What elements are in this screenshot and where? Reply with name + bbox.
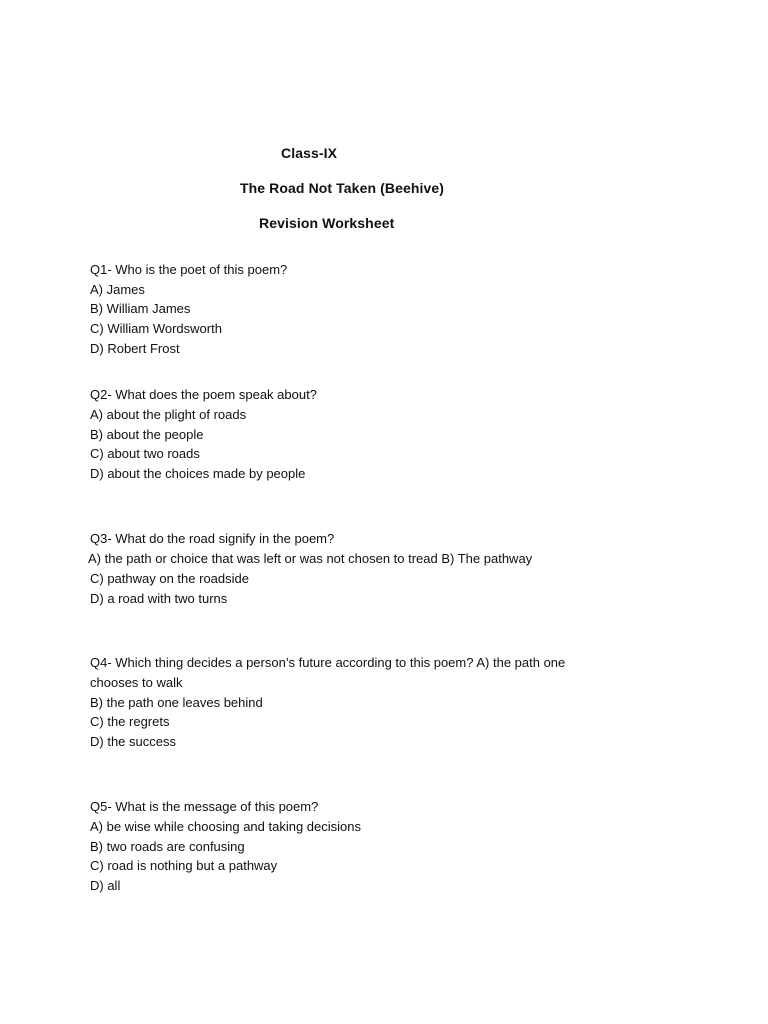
question-2-option-b: B) about the people bbox=[90, 427, 204, 442]
question-1-option-c: C) William Wordsworth bbox=[90, 321, 222, 336]
question-2-option-d: D) about the choices made by people bbox=[90, 466, 306, 481]
question-1-option-a: A) James bbox=[90, 282, 145, 297]
question-3: Q3- What do the road signify in the poem? bbox=[90, 531, 335, 546]
question-1-option-d: D) Robert Frost bbox=[90, 341, 180, 356]
question-5-option-c: C) road is nothing but a pathway bbox=[90, 858, 278, 873]
question-1: Q1- Who is the poet of this poem? bbox=[90, 262, 288, 277]
question-2-option-c: C) about two roads bbox=[90, 446, 200, 461]
question-5-option-d: D) all bbox=[90, 878, 121, 893]
question-2: Q2- What does the poem speak about? bbox=[90, 387, 317, 402]
question-1-option-b: B) William James bbox=[90, 301, 191, 316]
question-3-option-c: C) pathway on the roadside bbox=[90, 571, 249, 586]
question-4-option-a-continued: chooses to walk bbox=[90, 675, 183, 690]
question-4: Q4- Which thing decides a person’s future according to this poem? A) the path one bbox=[90, 655, 566, 670]
question-3-option-d: D) a road with two turns bbox=[90, 591, 228, 606]
question-5-option-b: B) two roads are confusing bbox=[90, 839, 245, 854]
question-4-option-c: C) the regrets bbox=[90, 714, 170, 729]
question-4-option-b: B) the path one leaves behind bbox=[90, 695, 263, 710]
question-5-option-a: A) be wise while choosing and taking decisions bbox=[90, 819, 361, 834]
question-3-option-a-b: A) the path or choice that was left or was not chosen to tread B) The pathway bbox=[88, 551, 533, 566]
worksheet-title: The Road Not Taken (Beehive) bbox=[240, 180, 445, 196]
question-4-option-d: D) the success bbox=[90, 734, 176, 749]
question-2-option-a: A) about the plight of roads bbox=[90, 407, 247, 422]
worksheet-subtitle: Revision Worksheet bbox=[259, 215, 395, 231]
question-5: Q5- What is the message of this poem? bbox=[90, 799, 319, 814]
class-label: Class-IX bbox=[281, 145, 338, 161]
